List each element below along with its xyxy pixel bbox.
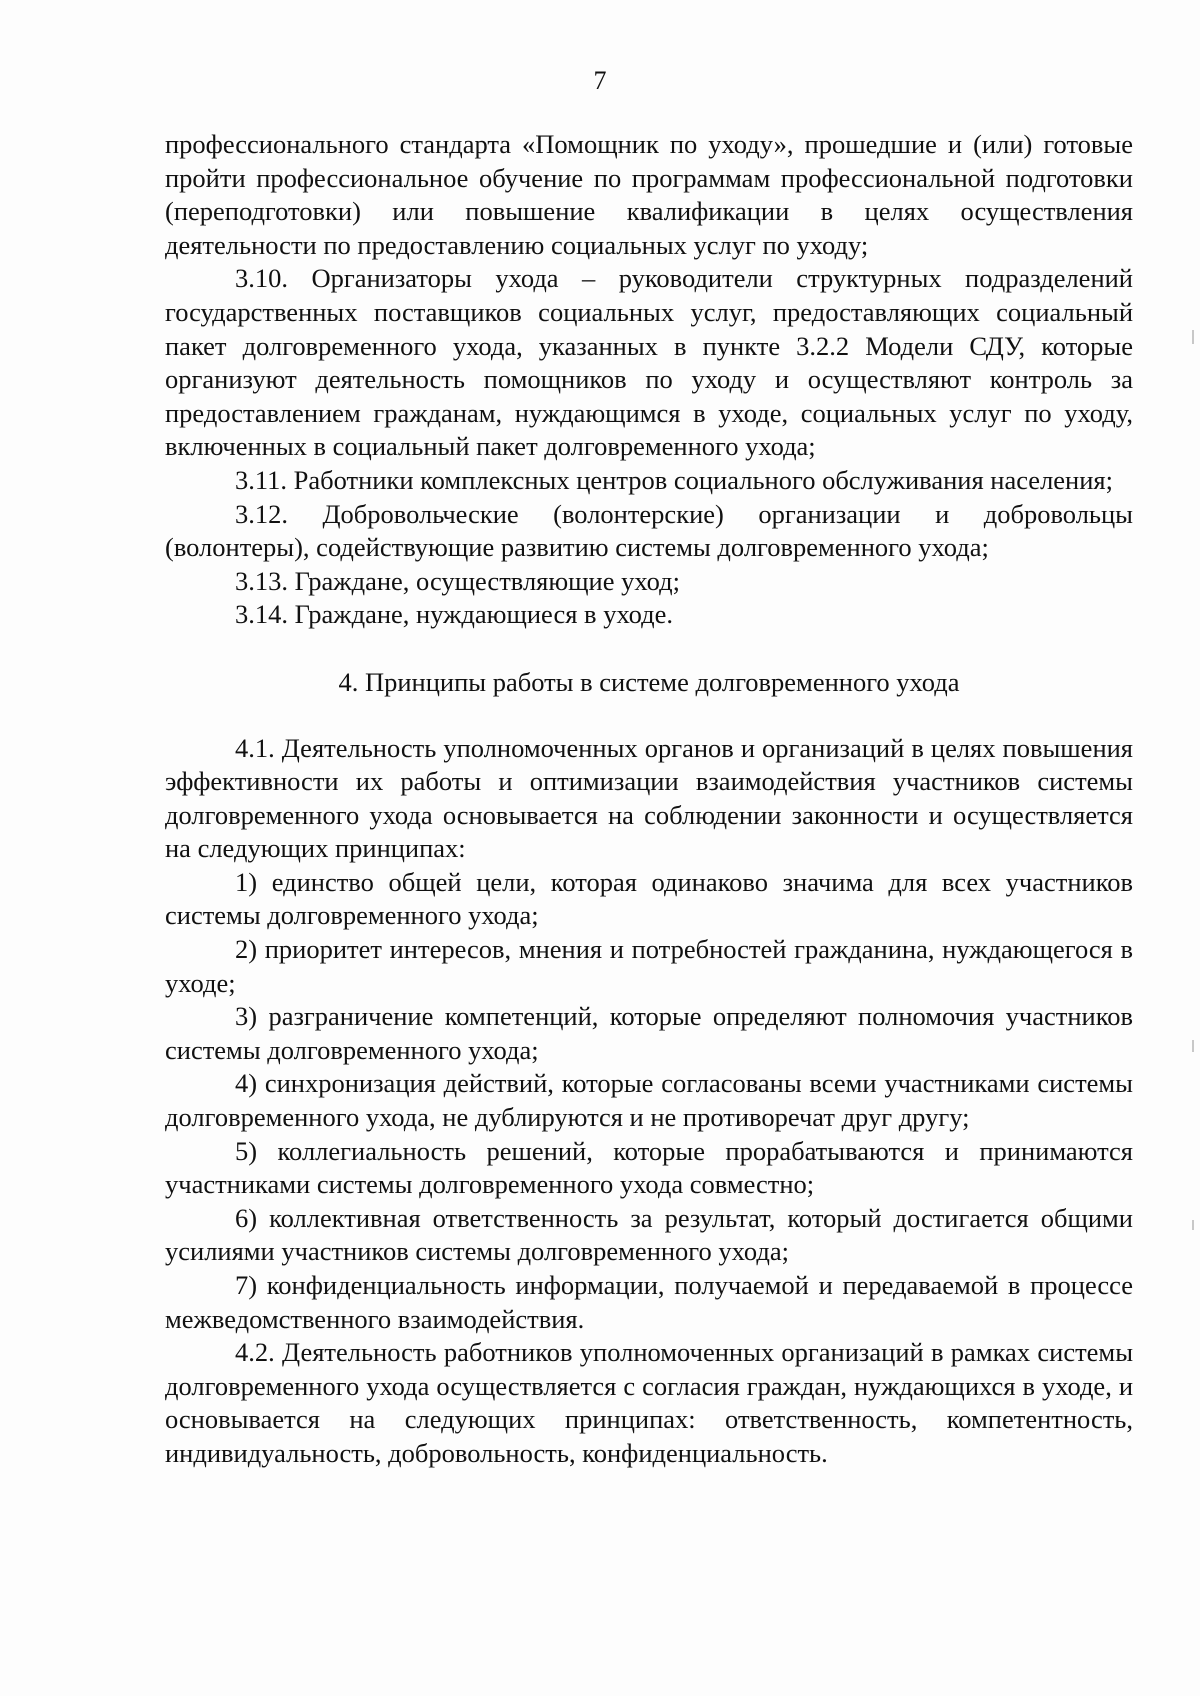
list-item-2: 2) приоритет интересов, мнения и потребностей гражданина, нуждающегося в уходе; bbox=[165, 934, 1133, 998]
section-heading-4: 4. Принципы работы в системе долговременного ухода bbox=[338, 666, 960, 697]
list-item-5: 5) коллегиальность решений, которые прорабатываются и принимаются участниками системы долговременного ухода совместно; bbox=[165, 1135, 1133, 1200]
paragraph-3-14: 3.14. Граждане, нуждающиеся в уходе. bbox=[235, 599, 674, 630]
paragraph-3-12: 3.12. Добровольческие (волонтерские) организации и добровольцы (волонтеры), содействующие развитию системы долговременного ухода; bbox=[165, 498, 1133, 563]
list-item-4: 4) синхронизация действий, которые согласованы всеми участниками системы долговременного ухода, не дублируются и не противоречат друг другу; bbox=[165, 1068, 1133, 1133]
paragraph-continued: профессионального стандарта «Помощник по уходу», прошедшие и (или) готовые пройти профессиональное обучение по программам профессиональной подготовки (переподготовки) или повышение квалификации в целях осуществления деятельности по предоставлению социальных услуг по уходу; bbox=[165, 129, 1133, 260]
page-number: 7 bbox=[593, 66, 607, 95]
document-body bbox=[165, 128, 1133, 1471]
paragraph-4-1: 4.1. Деятельность уполномоченных органов и организаций в целях повышения эффективности их работы и оптимизации взаимодействия участников системы долговременного ухода основывается на соблюдении законности и осуществляется на следующих принципах: bbox=[165, 732, 1133, 864]
list-item-7: 7) конфиденциальность информации, получаемой и передаваемой в процессе межведомственного взаимодействия. bbox=[165, 1270, 1133, 1334]
paragraph-3-10: 3.10. Организаторы ухода – руководители структурных подразделений государственных поставщиков социальных услуг, предоставляющих социальный пакет долговременного ухода, указанных в пункте 3.2.2 Модели СДУ, которые организуют деятельность помощников по уходу и осуществляют контроль за предоставлением гражданам, нуждающимся в уходе, социальных услуг по уходу, включенных в социальный пакет долговременного ухода; bbox=[165, 263, 1133, 462]
scan-artifact bbox=[1192, 330, 1194, 344]
scan-artifact bbox=[1192, 1040, 1194, 1052]
list-item-6: 6) коллективная ответственность за результат, который достигается общими усилиями участников системы долговременного ухода; bbox=[165, 1202, 1133, 1267]
paragraph-4-2: 4.2. Деятельность работников уполномоченных организаций в рамках системы долговременного ухода осуществляется с согласия граждан, нуждающихся в уходе, и основывается на следующих принципах: ответственность, компетентность, индивидуальность, добровольность, конфиденциальность. bbox=[165, 1337, 1133, 1468]
list-item-1: 1) единство общей цели, которая одинаково значима для всех участников системы долговременного ухода; bbox=[165, 866, 1133, 931]
paragraph-3-11: 3.11. Работники комплексных центров социального обслуживания населения; bbox=[235, 464, 1113, 495]
scan-artifact bbox=[1192, 1220, 1194, 1230]
paragraph-3-13: 3.13. Граждане, осуществляющие уход; bbox=[235, 565, 680, 596]
list-item-3: 3) разграничение компетенций, которые определяют полномочия участников системы долговременного ухода; bbox=[165, 1001, 1133, 1065]
